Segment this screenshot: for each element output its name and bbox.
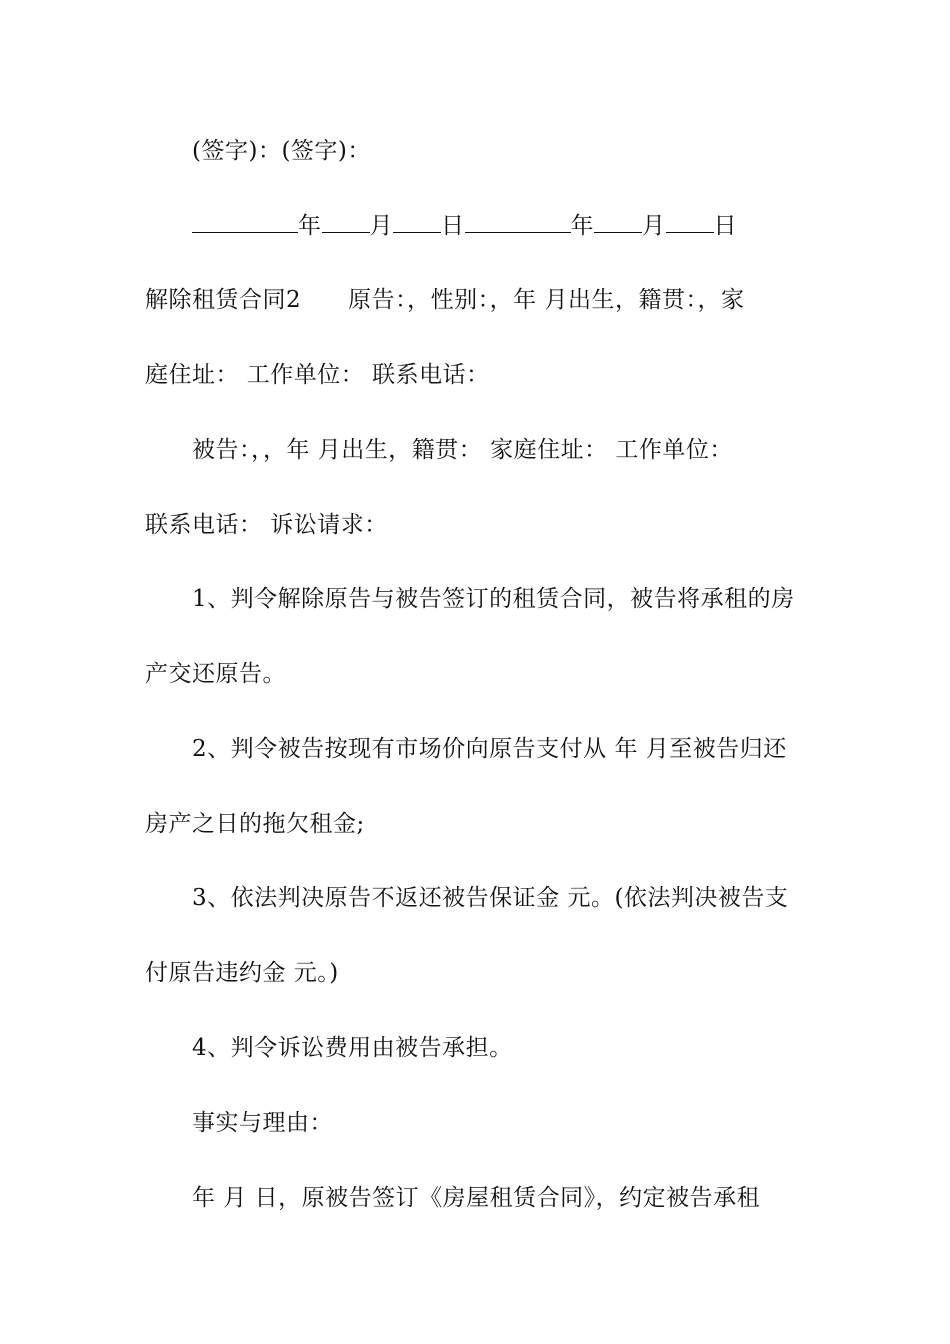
paragraph-line: 付原告违约金 元。) <box>145 960 339 986</box>
year-label-1: 年 <box>298 213 322 239</box>
paragraph-line: 2、判令被告按现有市场价向原告支付从 年 月至被告归还 <box>192 736 787 762</box>
paragraph-line: 房产之日的拖欠租金; <box>145 811 365 837</box>
date-line <box>192 210 857 241</box>
month-label-1: 月 <box>369 213 393 239</box>
paragraph-line: 年 月 日，原被告签订《房屋租赁合同》，约定被告承租 <box>192 1185 761 1211</box>
day-label-1: 日 <box>441 213 465 239</box>
section-heading: 事实与理由： <box>192 1110 333 1136</box>
day-label-2: 日 <box>713 213 737 239</box>
paragraph-line: 被告：，，年 月出生，籍贯： 家庭住址： 工作单位： <box>192 437 733 463</box>
blank-year-2 <box>465 210 571 233</box>
blank-day-2 <box>666 210 714 233</box>
paragraph-line: 解除租赁合同2 原告：，性别：，年 月出生，籍贯：，家 <box>145 287 745 313</box>
blank-month-1 <box>322 210 370 233</box>
paragraph-line: 3、依法判决原告不返还被告保证金 元。(依法判决被告支 <box>192 885 789 911</box>
paragraph-line: 庭住址： 工作单位： 联系电话： <box>145 362 490 388</box>
paragraph-line: 1、判令解除原告与被告签订的租赁合同，被告将承租的房 <box>192 586 795 612</box>
paragraph-line: 4、判令诉讼费用由被告承担。 <box>192 1035 513 1061</box>
blank-year-1 <box>192 210 298 233</box>
paragraph-line: 联系电话： 诉讼请求： <box>145 512 388 538</box>
blank-month-2 <box>594 210 642 233</box>
year-label-2: 年 <box>570 213 594 239</box>
signature-line: (签字)：(签字)： <box>192 138 371 164</box>
paragraph-line: 产交还原告。 <box>145 661 286 687</box>
month-label-2: 月 <box>642 213 666 239</box>
blank-day-1 <box>393 210 441 233</box>
